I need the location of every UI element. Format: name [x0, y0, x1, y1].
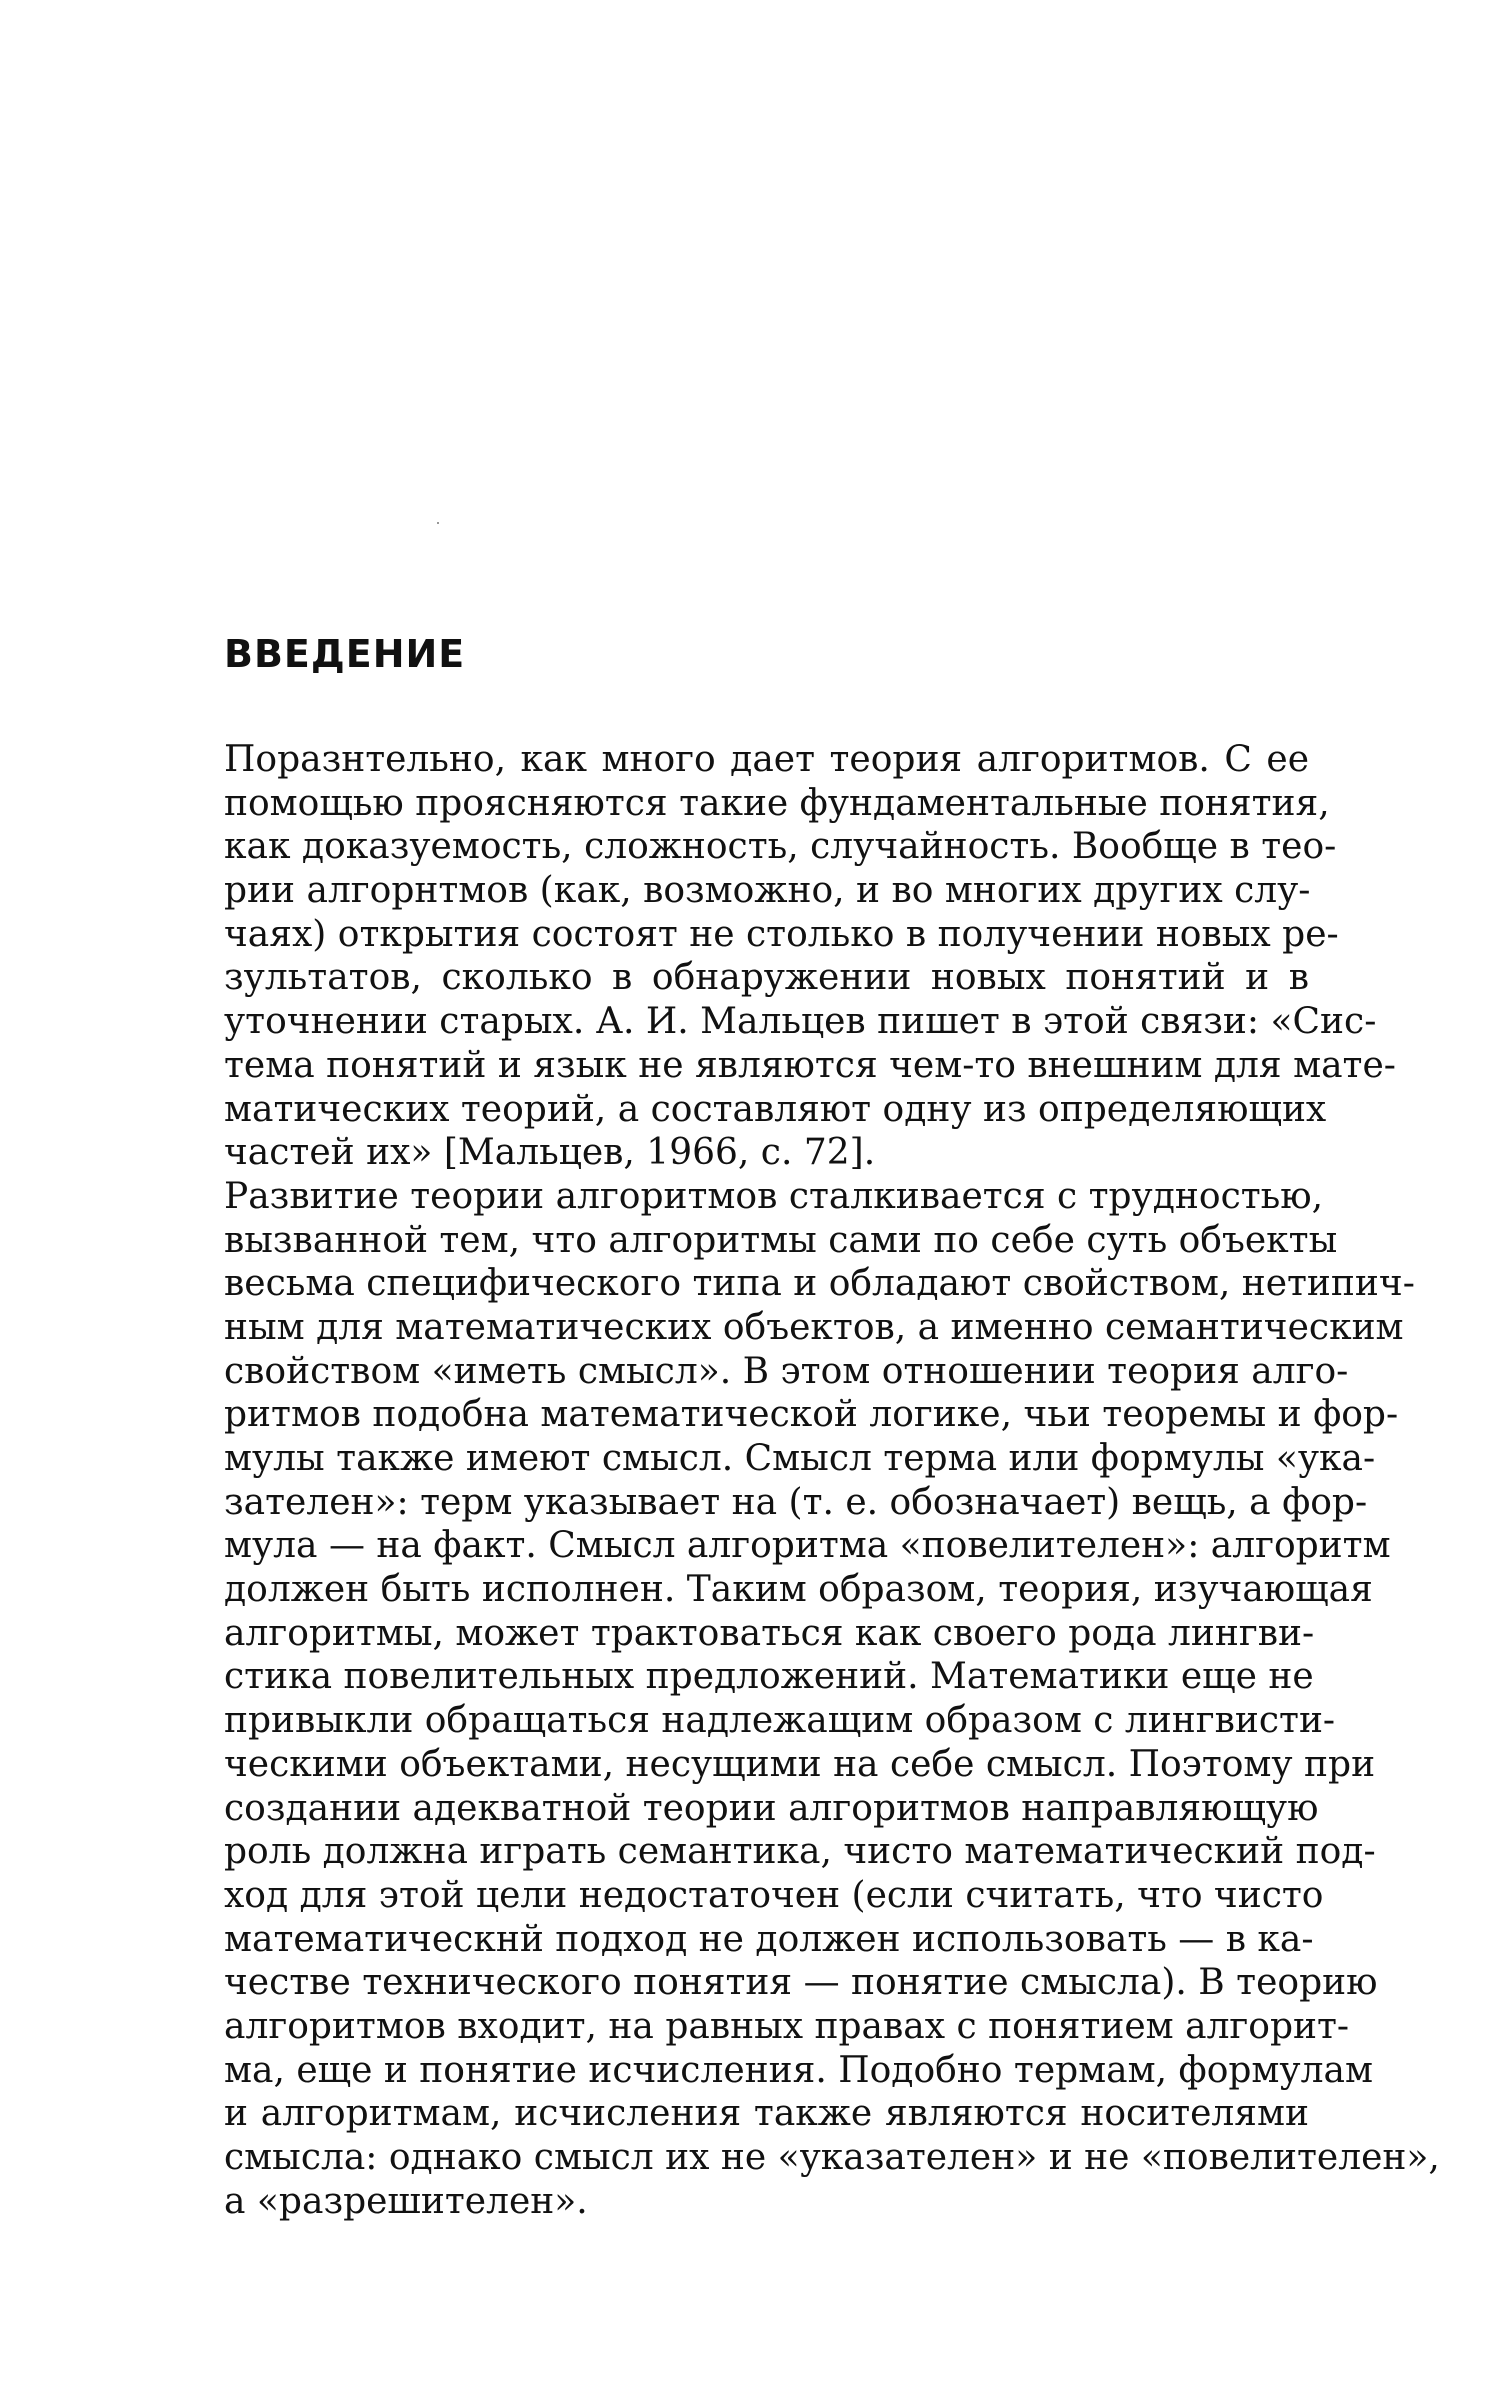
- text-line: математическнй подход не должен использовать — в ка-: [224, 1918, 1314, 1960]
- text-line: весьма специфического типа и обладают свойством, нетипич-: [224, 1263, 1415, 1305]
- text-line: алгоритмов входит, на равных правах с понятием алгорит-: [224, 2005, 1350, 2047]
- text-line: частей их» [Мальцев, 1966, с. 72].: [224, 1132, 876, 1174]
- chapter-heading: ВВЕДЕНИЕ: [224, 632, 466, 676]
- text-line: тема понятий и язык не являются чем-то внешним для мате-: [224, 1044, 1396, 1086]
- text-line: как доказуемость, сложность, случайность. Вообще в тео-: [224, 826, 1337, 868]
- text-line: должен быть исполнен. Таким образом, теория, изучающая: [224, 1569, 1373, 1611]
- text-line: мулы также имеют смысл. Смысл терма или формулы «ука-: [224, 1438, 1376, 1479]
- text-line: смысла: однако смысл их не «указателен» и не «повелителен»,: [224, 2137, 1440, 2178]
- text-line: помощью проясняются такие фундаментальные понятия,: [224, 782, 1330, 824]
- text-line: Развитие теории алгоритмов сталкивается с трудностью,: [224, 1175, 1324, 1217]
- text-line: зультатов, сколько в обнаружении новых понятий и в: [224, 957, 1309, 999]
- text-line: ным для математических объектов, а именно семантическим: [224, 1306, 1404, 1348]
- text-line: чаях) открытия состоят не столько в получении новых ре-: [224, 913, 1339, 955]
- text-line: мула — на факт. Смысл алгоритма «повелителен»: алгоритм: [224, 1525, 1391, 1567]
- text-line: ма, еще и понятие исчисления. Подобно термам, формулам: [224, 2049, 1373, 2091]
- text-line: а «разрешителен».: [224, 2180, 588, 2222]
- text-line: ческими объектами, несущими на себе смысл. Поэтому при: [224, 1743, 1376, 1785]
- text-line: создании адекватной теории алгоритмов направляющую: [224, 1787, 1319, 1829]
- text-line: Поразнтельно, как много дает теория алгоритмов. С ее: [224, 739, 1309, 780]
- text-line: вызванной тем, что алгоритмы сами по себе суть объекты: [224, 1219, 1338, 1261]
- text-line: и алгоритмам, исчисления также являются носителями: [224, 2093, 1309, 2135]
- text-line: зателен»: терм указывает на (т. е. обозначает) вещь, а фор-: [224, 1481, 1368, 1523]
- text-line: свойством «иметь смысл». В этом отношении теория алго-: [224, 1350, 1349, 1392]
- body-text: [224, 738, 1440, 2223]
- text-line: привыкли обращаться надлежащим образом с лингвисти-: [224, 1700, 1336, 1742]
- scan-speck: [437, 522, 439, 524]
- text-line: честве технического понятия — понятие смысла). В теорию: [224, 1962, 1378, 2004]
- text-line: матических теорий, а составляют одну из определяющих: [224, 1088, 1327, 1130]
- text-line: роль должна играть семантика, чисто математический под-: [224, 1831, 1376, 1873]
- text-line: алгоритмы, может трактоваться как своего рода лингви-: [224, 1612, 1315, 1654]
- text-line: рии алгорнтмов (как, возможно, и во многих других слу-: [224, 870, 1311, 912]
- paragraph: [224, 1175, 1440, 2224]
- text-line: стика повелительных предложений. Математики еще не: [224, 1656, 1314, 1698]
- text-line: уточнении старых. А. И. Мальцев пишет в этой связи: «Сис-: [224, 1001, 1377, 1043]
- text-line: ход для этой цели недостаточен (если считать, что чисто: [224, 1874, 1324, 1916]
- paragraph: [224, 738, 1396, 1175]
- text-line: ритмов подобна математической логике, чьи теоремы и фор-: [224, 1394, 1399, 1436]
